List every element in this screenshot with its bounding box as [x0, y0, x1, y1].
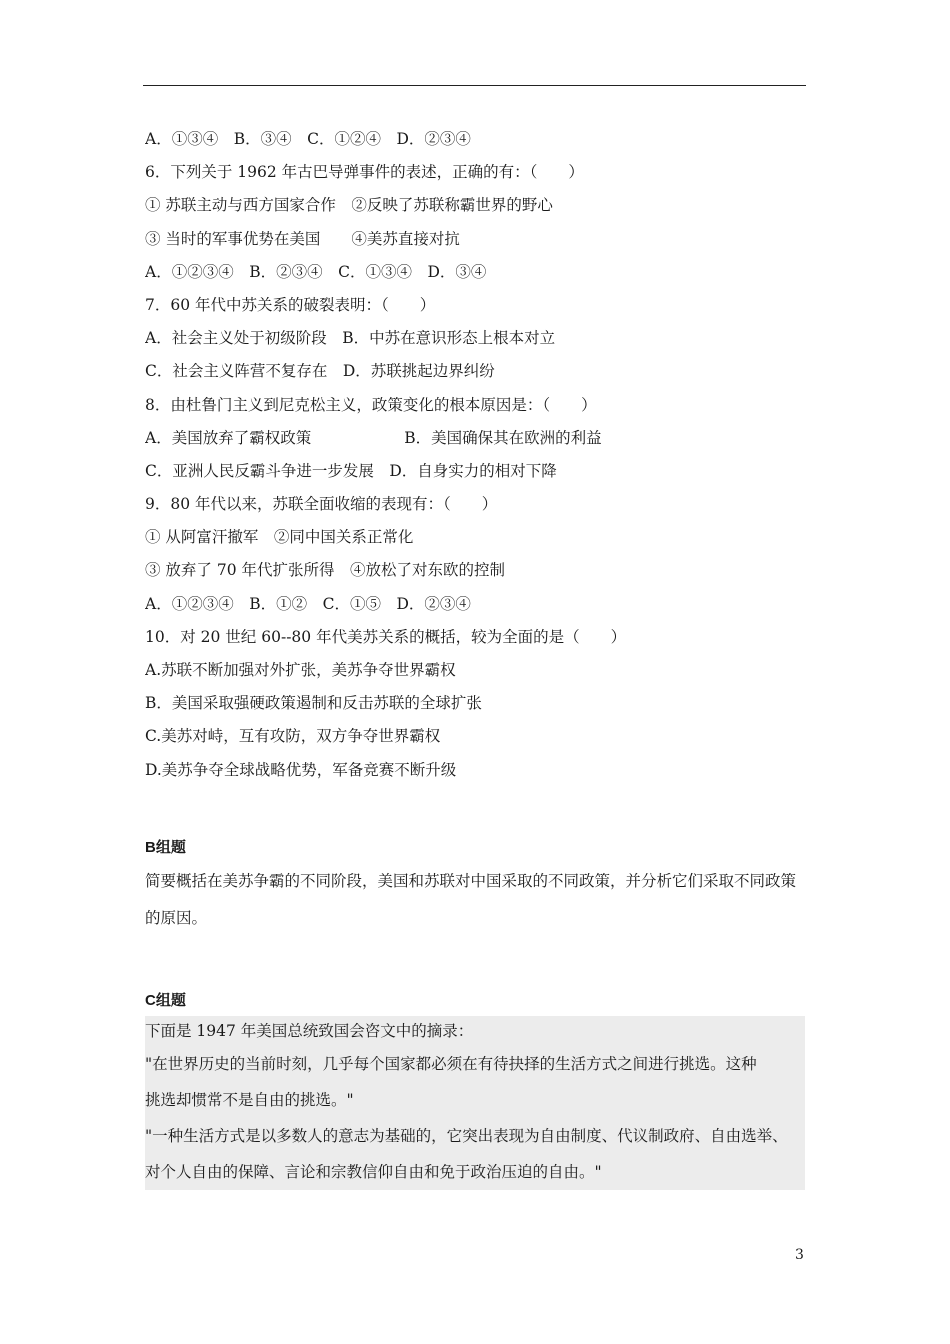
question-line: ③ 当时的军事优势在美国 ④美苏直接对抗 — [145, 229, 460, 248]
question-line: 9．80 年代以来，苏联全面收缩的表现有：（ ） — [145, 495, 498, 514]
question-line: A.苏联不断加强对外扩张，美苏争夺世界霸权 — [145, 661, 456, 679]
quote-line: "在世界历史的当前时刻，几乎每个国家都必须在有待抉择的生活方式之间进行挑选。这种 — [145, 1054, 757, 1073]
quote-line: "一种生活方式是以多数人的意志为基础的，它突出表现为自由制度、代议制政府、自由选举、 — [145, 1126, 788, 1145]
quote-line: 对个人自由的保障、言论和宗教信仰自由和免于政治压迫的自由。" — [145, 1162, 602, 1181]
question-line: A．美国放弃了霸权政策 B．美国确保其在欧洲的利益 — [145, 428, 602, 447]
question-line: C．亚洲人民反霸斗争进一步发展 D．自身实力的相对下降 — [145, 461, 557, 480]
quote-line: 下面是 1947 年美国总统致国会咨文中的摘录： — [145, 1021, 474, 1040]
question-line: A．①②③④ B．①② C．①⑤ D．②③④ — [145, 594, 471, 613]
question-line: A．①③④ B．③④ C．①②④ D．②③④ — [145, 130, 471, 148]
quote-line: 挑选却惯常不是自由的挑选。" — [145, 1090, 354, 1109]
question-line: C.美苏对峙，互有攻防，双方争夺世界霸权 — [145, 727, 441, 746]
question-line: 8．由杜鲁门主义到尼克松主义，政策变化的根本原因是：（ ） — [145, 395, 597, 414]
question-line: A．社会主义处于初级阶段 B．中苏在意识形态上根本对立 — [145, 329, 556, 348]
section-b-text: 简要概括在美苏争霸的不同阶段，美国和苏联对中国采取的不同政策，并分析它们采取不同政策的原因。 — [145, 871, 797, 927]
page-content — [145, 123, 810, 1190]
question-line: 7．60 年代中苏关系的破裂表明：（ ） — [145, 295, 436, 314]
question-line: ① 从阿富汗撤军 ②同中国关系正常化 — [145, 528, 414, 547]
question-line: ① 苏联主动与西方国家合作 ②反映了苏联称霸世界的野心 — [145, 196, 553, 215]
page-number: 3 — [795, 1247, 804, 1263]
section-b — [145, 833, 810, 937]
question-line: B．美国采取强硬政策遏制和反击苏联的全球扩张 — [145, 694, 482, 713]
question-line: 10．对 20 世纪 60--80 年代美苏关系的概括，较为全面的是（ ） — [145, 627, 627, 646]
question-line: ③ 放弃了 70 年代扩张所得 ④放松了对东欧的控制 — [145, 561, 506, 580]
question-list — [145, 123, 810, 787]
quote-box — [145, 1016, 805, 1190]
section-c — [145, 986, 810, 1190]
question-line: D.美苏争夺全球战略优势，军备竞赛不断升级 — [145, 760, 457, 779]
question-line: A．①②③④ B．②③④ C．①③④ D．③④ — [145, 262, 487, 281]
header-rule — [143, 85, 806, 86]
section-c-title: C组题 — [145, 991, 186, 1009]
question-line: 6．下列关于 1962 年古巴导弹事件的表述，正确的有：（ ） — [145, 163, 584, 182]
section-b-title: B组题 — [145, 838, 186, 856]
question-line: C．社会主义阵营不复存在 D．苏联挑起边界纠纷 — [145, 362, 495, 381]
